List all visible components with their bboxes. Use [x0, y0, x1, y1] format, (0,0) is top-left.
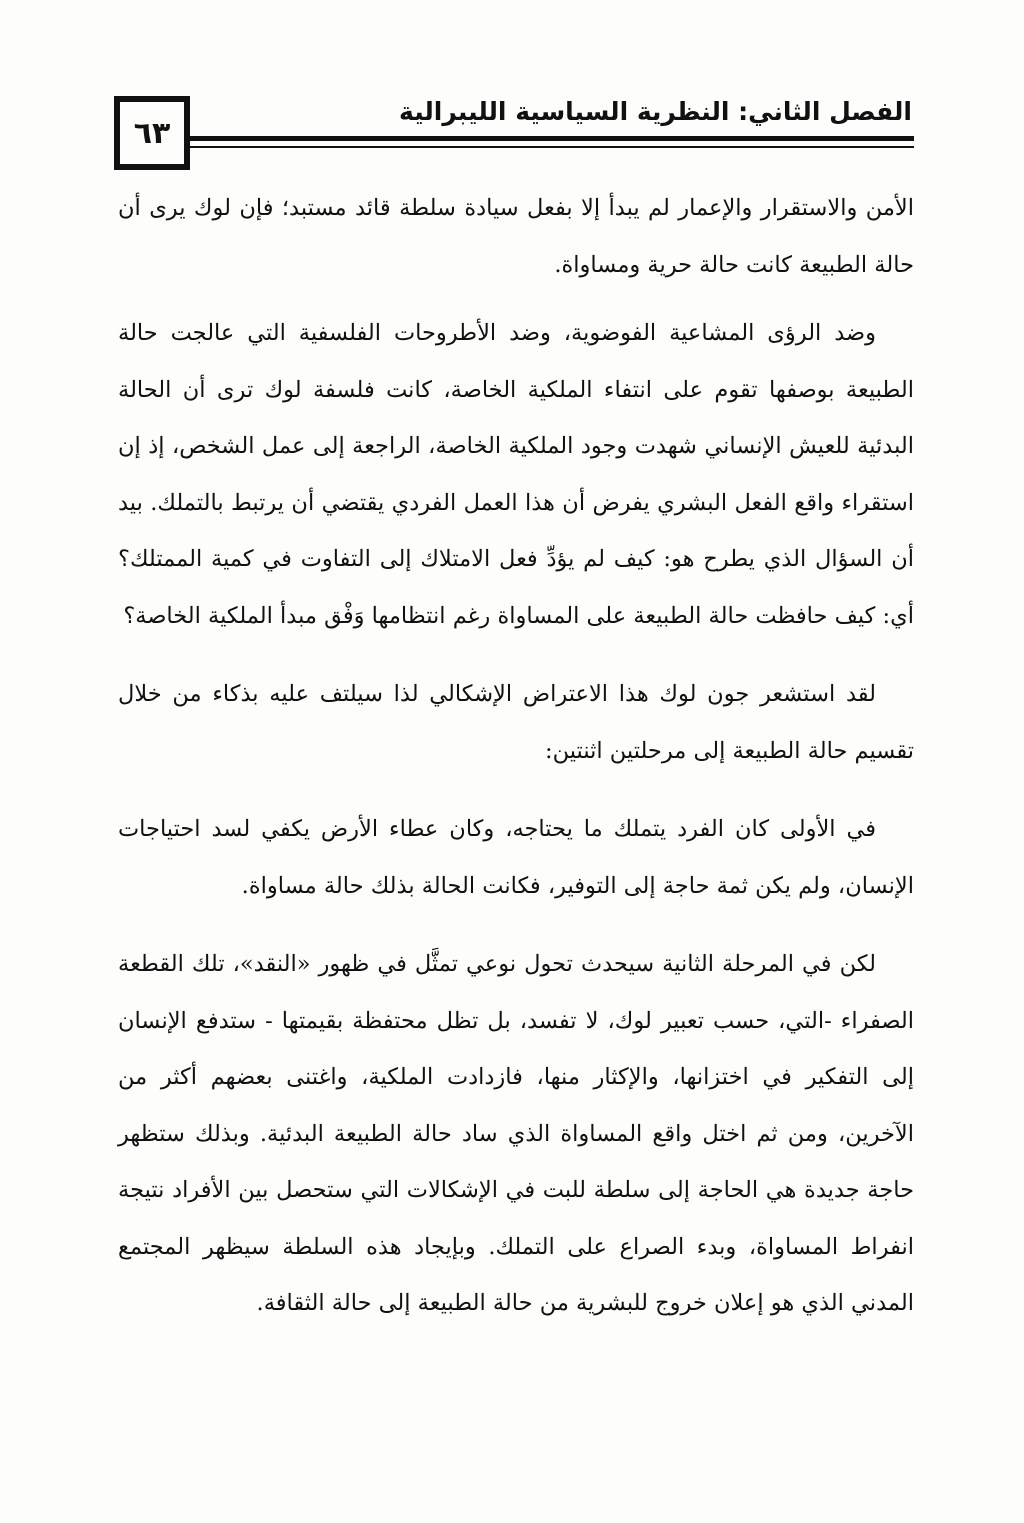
paragraph: الأمن والاستقرار والإعمار لم يبدأ إلا بفعل سيادة سلطة قائد مستبد؛ فإن لوك يرى أن حالة الطبيعة كانت حالة حرية ومساواة.: [118, 195, 914, 278]
running-header-title: الفصل الثاني: النظرية السياسية الليبرالية: [399, 97, 912, 126]
header-rule-thin: [190, 146, 914, 148]
body-text: [118, 180, 914, 1354]
page-number-box: [114, 96, 190, 170]
paragraph: لقد استشعر جون لوك هذا الاعتراض الإشكالي لذا سيلتف عليه بذكاء من خلال تقسيم حالة الطبيعة إلى مرحلتين اثنتين:: [118, 681, 914, 764]
header-rule-thick: [114, 136, 914, 141]
paragraph: في الأولى كان الفرد يتملك ما يحتاجه، وكان عطاء الأرض يكفي لسد احتياجات الإنسان، ولم يكن ثمة حاجة إلى التوفير، فكانت الحالة بذلك حالة مساواة.: [118, 816, 914, 899]
paragraph: وضد الرؤى المشاعية الفوضوية، وضد الأطروحات الفلسفية التي عالجت حالة الطبيعة بوصفها تقوم على انتفاء الملكية الخاصة، كانت فلسفة لوك ترى أن الحالة البدئية للعيش الإنساني شهدت وجود الملكية الخاصة، الراجعة إلى عمل الشخص، إذ إن استقراء واقع الفعل البشري يفرض أن هذا العمل الفردي يقتضي أن يرتبط بالتملك. بيد أن السؤال الذي يطرح هو: كيف لم يؤدِّ فعل الامتلاك إلى التفاوت في كمية الممتلك؟ أي: كيف حافظت حالة الطبيعة على المساواة رغم انتظامها وَفْق مبدأ الملكية الخاصة؟: [118, 320, 914, 629]
paragraph: لكن في المرحلة الثانية سيحدث تحول نوعي تمثَّل في ظهور «النقد»، تلك القطعة الصفراء -التي، حسب تعبير لوك، لا تفسد، بل تظل محتفظة بقيمتها - ستدفع الإنسان إلى التفكير في اختزانها، والإكثار منها، فازدادت الملكية، واغتنى بعضهم أكثر من الآخرين، ومن ثم اختل واقع المساواة الذي ساد حالة الطبيعة البدئية. وبذلك ستظهر حاجة جديدة هي الحاجة إلى سلطة للبت في الإشكالات التي ستحصل بين الأفراد نتيجة انفراط المساواة، وبدء الصراع على التملك. وبإيجاد هذه السلطة سيظهر المجتمع المدني الذي هو إعلان خروج للبشرية من حالة الطبيعة إلى حالة الثقافة.: [118, 951, 914, 1316]
page-number: ٦٣: [133, 115, 171, 151]
